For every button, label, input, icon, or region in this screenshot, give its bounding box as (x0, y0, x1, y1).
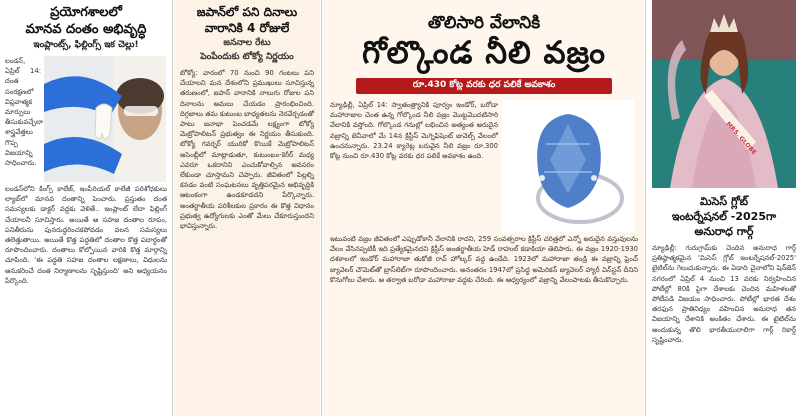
article-intro: లండన్, ఏప్రిల్ 14: దంత సంరక్షణలో విప్లవాత్మక మార్పులు తీసుకువచ్చేలా శాస్త్రవేత్తలు గొప్ప విజయాన్ని సాధించారు. (5, 57, 44, 168)
article-subheadline: ఇంప్లాంట్స్, ఫిల్లింగ్స్ ఇక చెల్లు! (33, 40, 139, 50)
article-body: ఇటువంటి వజ్రం జీవితంలో ఎప్పుడోకానీ వేలానికి రాదని, 259 సంవత్సరాల క్రిస్టీస్ చరిత్రలో ఎన్నో అరుదైన వస్తువులను వేలం వేసినప్పటికీ ఇది ప్రత్యేకమైనదని క్రిస్టీస్ అంతర్జాతీయ హెడ్ రాహుల్ కడాకియా తెలిపారు. ఈ వజ్రం 1920-1930 దశకాలలో ఇండోర్ మహారాజా తుకోజీ రావ్ హోల్కర్ వద్ద ఉండేది. 1923లో మహారాజా తండ్రి ఈ వజ్రాన్ని ఫ్రెంచ్ జ్యువెలర్ చౌమెట్‌తో బ్రాస్‌లెట్‌గా రూపొందించారు. అనంతరం 1947లో ప్రసిద్ధ అమెరికన్ జ్యువెలర్ హ్యారీ విన్‌స్టన్ దీనిని కొనుగోలు చేశారు. ఆ తర్వాత బరోడా మహారాజు వద్దకు చేరింది. ఈ ఆధ్వర్యంలో వజ్రాన్ని వేలంపాటకు తీసుకొచ్చారు. (330, 235, 638, 284)
article-headline-line2: మానవ దంతం అభివృద్ధి (25, 22, 147, 37)
article-headline-line1: ప్రయోగశాలలో (50, 5, 122, 20)
column-divider (172, 0, 173, 416)
tooth-photo (44, 56, 166, 182)
mrs-globe-sash-text: MRS. GLOBE (724, 120, 758, 157)
article-body: న్యూఢిల్లీ: గురుగ్రామ్‌కు చెందిన అనురాధ గార్గ్ ప్రతిష్ఠాత్మకమైన 'మిసెస్ గ్లోబ్ ఇంటర్నేషనల్-2025' టైటిల్‌ను గెలుచుకున్నారు. ఈ ఏడాది చైనాలోని షెన్‌జెన్ నగరంలో ఏప్రిల్ 4 నుంచి 13 వరకు నిర్వహించిన పోటీల్లో 80కి పైగా దేశాలకు చెందిన మహిళలతో పోటీపడి విజయం సాధించారు. పోటీల్లో భారత దేశం తరఫున ప్రాతినిధ్యం వహించిన అనురాధ తన విజయాన్ని దేశానికి అంకితం చేశారు. ఈ టైటిల్‌ను అందుకున్న తొలి భారతీయురాలిగా గార్గ్ రికార్డ్ సృష్టించారు. (652, 244, 796, 344)
column-divider (321, 0, 322, 416)
article-headline-line3: అనురాధ గార్గ్ (694, 225, 754, 238)
article-lab-tooth (0, 0, 172, 416)
article-japan-work-week (174, 0, 320, 416)
article-body: లండన్‌లోని కింగ్స్ కాలేజ్, ఇంపీరియల్ కాలేజీ పరిశోధకులు ల్యాబ్‌లో మానవ దంతాన్ని పెంచారు. ప్రస్తుతం దంత సమస్యలకు డాక్టర్ వద్దకు వెళితే.. ఇంప్లాంట్ లేదా ఫిల్లింగ్ చేయాలనీ సూచిస్తారు. అయితే ఆ సహజ దంతాల రూపం, పనితీరును పునరుద్ధరించకపోవడం వలన సమస్యలు తలెత్తుతాయి. అయితే కొత్త పద్ధతిలో దంతాల కొత్త పదార్థంతో రూపొందించారు. దంతాలు కోల్పోయిన వారికి కొత్త మార్గాన్ని చూపింది. 'ఈ పద్ధతి సహజ దంతాల లక్షణాలు, విధులను అనుకరించే దంత నిర్మాణాలను సృష్టిస్తుంది' అని అధ్యయనం పేర్కొంది. (5, 185, 167, 285)
article-headline-line1: తొలిసారి వేలానికి (427, 13, 541, 33)
article-headline-line2: వారానికి 4 రోజులే (204, 21, 290, 35)
article-sub-line1: జననాల రేటు (223, 38, 271, 48)
article-golconda-diamond (324, 0, 644, 416)
article-banner: రూ.430 కోట్ల వరకు ధర పలికే అవకాశం (356, 78, 612, 94)
article-headline-line1: మిసెస్ గ్లోబ్ (700, 195, 748, 208)
blue-diamond-photo (502, 100, 634, 232)
column-divider (645, 0, 646, 416)
article-body: టోక్యో: వారంలో 70 నుంచి 90 గంటలు పని చేయాలని మన దేశంలోని ప్రముఖులు సూచిస్తున్న తరుణంలో, జపాన్ వారానికి నాలుగు రోజుల పని దినాలను అమలు చేయడం ప్రారంభించింది. దిగ్గజాలు తమ కుటుంబ బాధ్యతలను నెరవేర్చడంతో పాటు జనాభా పెంచడమే లక్ష్యంగా టోక్యో మెట్రోపాలిటన్ ప్రభుత్వం ఈ నిర్ణయం తీసుకుంది. టోక్యో గవర్నర్ యురికో కొయికే మెట్రోపాలిటన్ అసెంబ్లీలో మాట్లాడుతూ, కుటుంబం-కెరీర్ మధ్య ఎవరూ ఒకదానిని ఎంచుకోవాల్సిన అవసరం లేకుండా చూస్తామని చెప్పారు. జీవితంలో పిల్లల్ని కనడం వంటి సంఘటనలు వృత్తిపరమైన అభివృద్ధికి ఆటంకంగా ఉండకూడదని పేర్కొన్నారు. అంతర్జాతీయ పరిశీలకుల ప్రకారం ఈ కొత్త విధానం ప్రభుత్వ ఉద్యోగులకు ఎంతో మేలు చేకూరుస్తుందని భావిస్తున్నారు. (180, 69, 314, 231)
article-mrs-globe (648, 0, 800, 416)
article-lead: న్యూఢిల్లీ, ఏప్రిల్ 14: స్వాతంత్ర్యానికి పూర్వం ఇండోర్, బరోడా మహారాజుల చెంత ఉన్న గోల్కొండ నీలి వజ్రం మొట్టమొదటిసారి వేలానికి వస్తోంది. గోల్కొండ గనుల్లో లభించిన అత్యంత అరుదైన వజ్రాన్ని జెనీవాలో మే 14న క్రిస్టీస్ మెగ్నిఫిషెంట్ జువెల్స్ వేలంలో ఉంచనున్నారు. 23.24 క్యారెట్ల బరువైన నీలి వజ్రం రూ.300 కోట్ల నుంచి రూ.430 కోట్ల వరకు ధర పలికే అవకాశం ఉంది. (330, 101, 498, 161)
article-sub-line2: పెంపేందుకు టోక్యో నిర్ణయం (200, 52, 294, 62)
article-headline-line2: ఇంటర్నేషనల్ -2025గా (671, 210, 777, 223)
article-headline-line2: గోల్కొండ నీలి వజ్రం (362, 35, 606, 71)
article-headline-line1: జపాన్‌లో పని దినాలు (196, 5, 298, 19)
mrs-globe-photo (652, 0, 796, 188)
